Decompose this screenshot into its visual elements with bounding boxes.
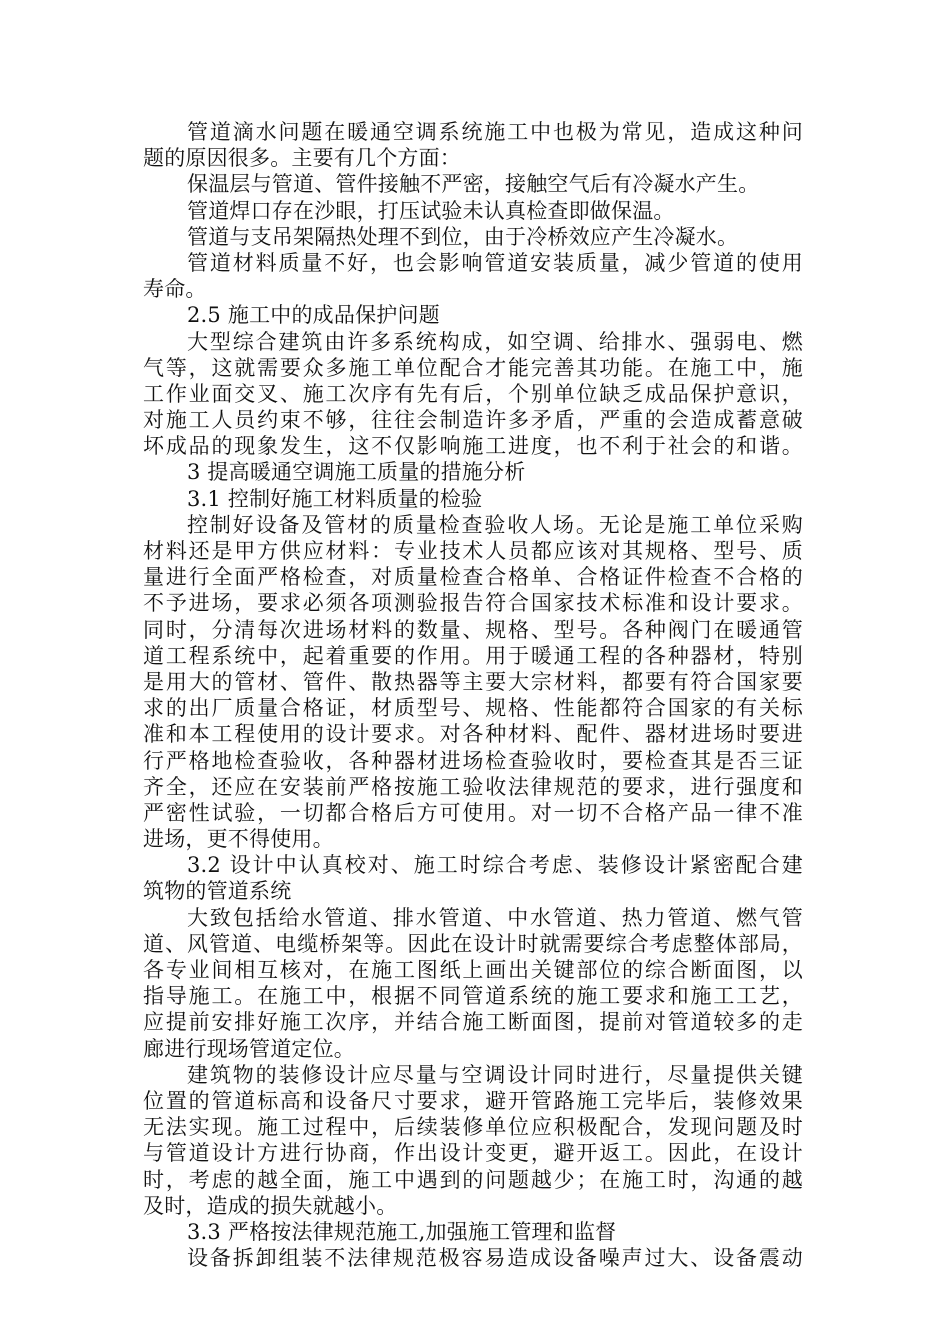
text-line: 量进行全面严格检查，对质量检查合格单、合格证件检查不合格的 [143,565,803,590]
text-line: 应提前安排好施工次序，并结合施工断面图，提前对管道较多的走 [143,1010,803,1035]
text-line: 管道与支吊架隔热处理不到位，由于冷桥效应产生冷凝水。 [187,224,739,249]
text-line: 3.1 控制好施工材料质量的检验 [187,486,483,511]
text-line: 求的出厂质量合格证，材质型号、规格、性能都符合国家的有关标 [143,696,803,721]
text-line: 进场，更不得使用。 [143,827,334,852]
text-line: 寿命。 [143,277,207,302]
text-line: 3.3 严格按法律规范施工,加强施工管理和监督 [187,1219,617,1244]
text-line: 大致包括给水管道、排水管道、中水管道、热力管道、燃气管 [187,905,803,930]
text-line: 时，考虑的越全面，施工中遇到的问题越少；在施工时，沟通的越 [143,1167,803,1192]
text-line: 筑物的管道系统 [143,879,292,904]
text-line: 控制好设备及管材的质量检查验收人场。无论是施工单位采购 [187,512,803,537]
text-line: 廊进行现场管道定位。 [143,1036,355,1061]
text-line: 严密性试验，一切都合格后方可使用。对一切不合格产品一律不准 [143,800,803,825]
text-line: 各专业间相互核对，在施工图纸上画出关键部位的综合断面图，以 [143,958,803,982]
text-line: 指导施工。在施工中，根据不同管道系统的施工要求和施工工艺， [143,984,803,1009]
text-line: 题的原因很多。主要有几个方面： [143,146,461,171]
text-line: 及时，造成的损失就越小。 [143,1193,398,1218]
text-line: 2.5 施工中的成品保护问题 [187,303,440,328]
text-line: 道工程系统中，起着重要的作用。用于暖通工程的各种器材，特别 [143,643,803,668]
text-line: 管道滴水问题在暖通空调系统施工中也极为常见，造成这种问 [187,120,803,144]
text-line: 位置的管道标高和设备尺寸要求，避开管路施工完毕后，装修效果 [143,1088,803,1113]
text-line: 同时，分清每次进场材料的数量、规格、型号。各种阀门在暖通管 [143,617,803,642]
text-line: 材料还是甲方供应材料：专业技术人员都应该对其规格、型号、质 [143,539,803,563]
text-line: 行严格地检查验收，各种器材进场检查验收时，要检查其是否三证 [143,748,803,773]
text-line: 工作业面交叉、施工次序有先有后，个别单位缺乏成品保护意识， [143,381,803,406]
text-line: 管道材料质量不好，也会影响管道安装质量，减少管道的使用 [187,250,803,275]
text-line: 准和本工程使用的设计要求。对各种材料、配件、器材进场时要进 [143,722,803,747]
text-line: 3.2 设计中认真校对、施工时综合考虑、装修设计紧密配合建 [187,853,803,878]
document-body [143,119,803,1271]
text-line: 管道焊口存在沙眼，打压试验未认真检查即做保温。 [187,198,675,223]
text-line: 齐全，还应在安装前严格按施工验收法律规范的要求，进行强度和 [143,774,803,799]
text-line: 大型综合建筑由许多系统构成，如空调、给排水、强弱电、燃 [187,329,803,354]
text-line: 建筑物的装修设计应尽量与空调设计同时进行，尽量提供关键 [187,1062,803,1087]
text-line: 保温层与管道、管件接触不严密，接触空气后有冷凝水产生。 [187,172,760,197]
text-line: 是用大的管材、管件、散热器等主要大宗材料，都要有符合国家要 [143,669,803,694]
text-line: 不予进场，要求必须各项测验报告符合国家技术标准和设计要求。 [143,591,803,616]
text-line: 坏成品的现象发生，这不仅影响施工进度，也不利于社会的和谐。 [143,434,803,459]
text-line: 气等，这就需要众多施工单位配合才能完善其功能。在施工中，施 [143,355,803,380]
text-line: 设备拆卸组装不法律规范极容易造成设备噪声过大、设备震动 [187,1246,803,1271]
text-line: 无法实现。施工过程中，后续装修单位应积极配合，发现问题及时 [143,1115,803,1140]
text-line: 3 提高暖通空调施工质量的措施分析 [187,460,526,485]
text-line: 对施工人员约束不够，往往会制造许多矛盾，严重的会造成蓄意破 [143,408,803,433]
text-line: 与管道设计方进行协商，作出设计变更，避开返工。因此，在设计 [143,1141,803,1166]
text-line: 道、风管道、电缆桥架等。因此在设计时就需要综合考虑整体部局， [143,931,803,956]
